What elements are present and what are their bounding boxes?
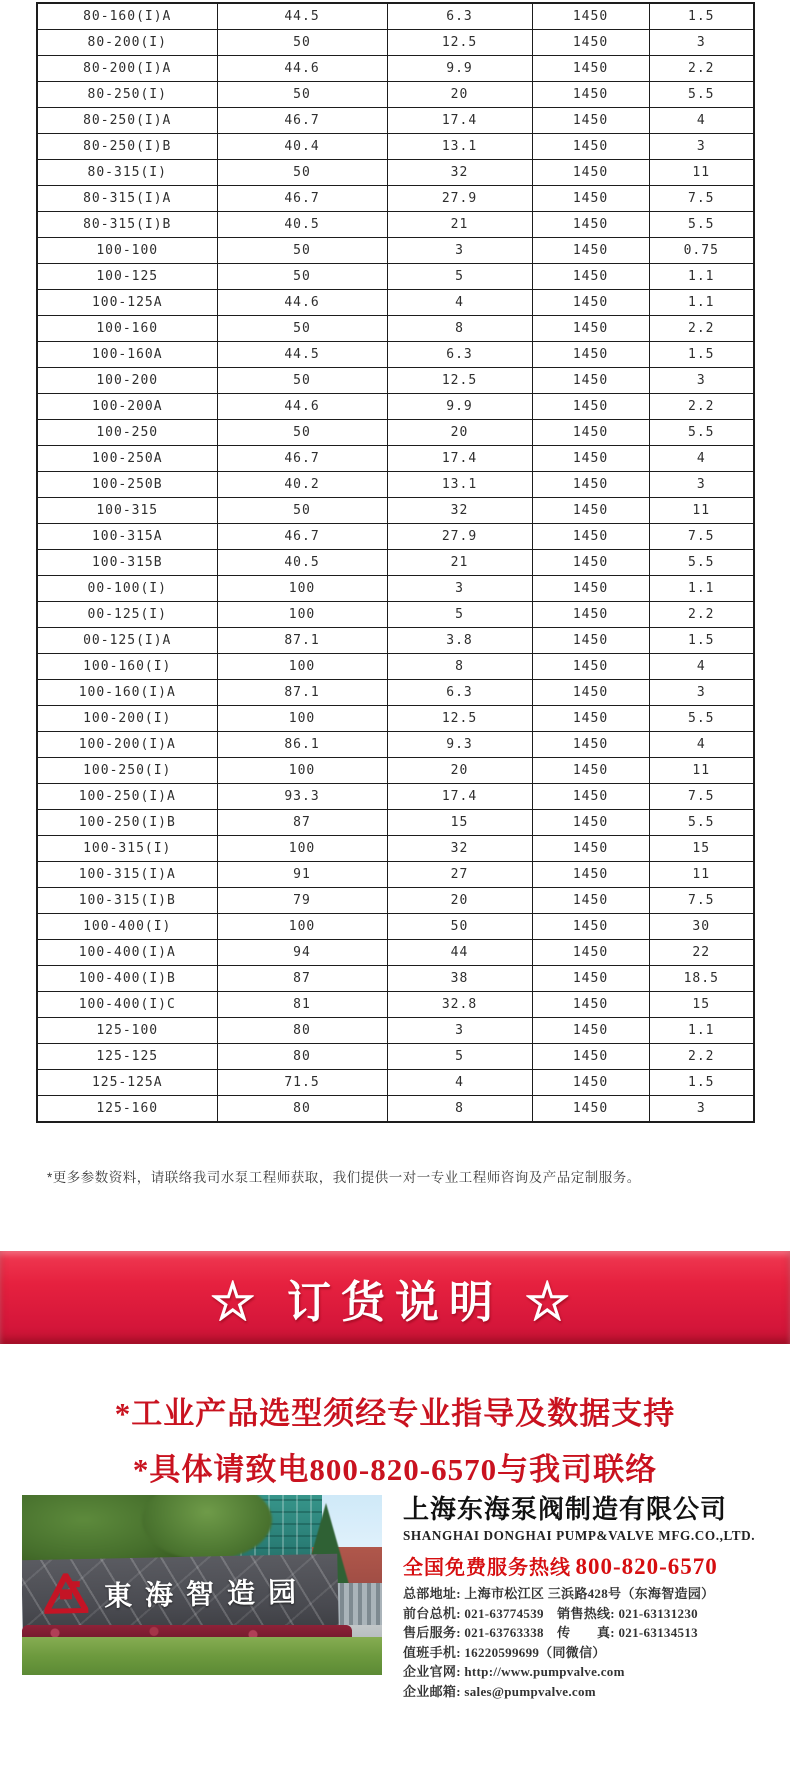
table-cell: 4	[387, 1070, 532, 1096]
table-row	[37, 784, 754, 810]
footer	[0, 1492, 790, 1722]
table-row	[37, 30, 754, 56]
table-cell: 100	[217, 576, 387, 602]
table-cell: 100-400(I)C	[37, 992, 217, 1018]
table-cell: 12.5	[387, 30, 532, 56]
table-cell: 1.5	[649, 1070, 754, 1096]
table-cell: 1450	[532, 1018, 649, 1044]
park-sign-text: 東海智造园	[103, 1576, 310, 1612]
table-cell: 11	[649, 758, 754, 784]
table-cell: 100-400(I)	[37, 914, 217, 940]
table-cell: 5	[387, 264, 532, 290]
table-row	[37, 446, 754, 472]
table-cell: 5	[387, 602, 532, 628]
table-cell: 20	[387, 420, 532, 446]
table-cell: 12.5	[387, 368, 532, 394]
table-cell: 100-400(I)B	[37, 966, 217, 992]
table-cell: 1450	[532, 368, 649, 394]
contact-line: 总部地址: 上海市松江区 三浜路428号（东海智造园）	[403, 1586, 715, 1601]
table-cell: 4	[649, 108, 754, 134]
table-cell: 100-125	[37, 264, 217, 290]
table-cell: 87	[217, 810, 387, 836]
table-cell: 27.9	[387, 186, 532, 212]
table-row	[37, 888, 754, 914]
table-row	[37, 108, 754, 134]
table-cell: 80-250(I)A	[37, 108, 217, 134]
table-cell: 100-200A	[37, 394, 217, 420]
table-cell: 1450	[532, 238, 649, 264]
table-row	[37, 914, 754, 940]
table-cell: 40.5	[217, 212, 387, 238]
table-cell: 44.6	[217, 394, 387, 420]
contact-line: 售后服务: 021-63763338 传 真: 021-63134513	[403, 1625, 698, 1640]
table-cell: 81	[217, 992, 387, 1018]
table-cell: 50	[217, 238, 387, 264]
table-row	[37, 706, 754, 732]
table-cell: 27.9	[387, 524, 532, 550]
table-cell: 00-100(I)	[37, 576, 217, 602]
table-cell: 100-125A	[37, 290, 217, 316]
table-cell: 1.5	[649, 628, 754, 654]
table-cell: 13.1	[387, 472, 532, 498]
table-cell: 27	[387, 862, 532, 888]
table-row	[37, 966, 754, 992]
table-cell: 100-160	[37, 316, 217, 342]
table-cell: 1450	[532, 836, 649, 862]
table-cell: 50	[217, 264, 387, 290]
table-row	[37, 992, 754, 1018]
table-cell: 1450	[532, 888, 649, 914]
table-cell: 100	[217, 602, 387, 628]
table-cell: 46.7	[217, 524, 387, 550]
table-cell: 1450	[532, 186, 649, 212]
table-cell: 3	[387, 1018, 532, 1044]
contact-line: 企业邮箱: sales@pumpvalve.com	[403, 1683, 596, 1699]
table-row	[37, 628, 754, 654]
table-row	[37, 732, 754, 758]
table-cell: 1450	[532, 160, 649, 186]
table-cell: 100-250(I)B	[37, 810, 217, 836]
table-row	[37, 238, 754, 264]
table-cell: 100-160(I)	[37, 654, 217, 680]
table-cell: 50	[217, 160, 387, 186]
table-cell: 71.5	[217, 1070, 387, 1096]
table-cell: 15	[387, 810, 532, 836]
table-cell: 100-250A	[37, 446, 217, 472]
table-row	[37, 758, 754, 784]
table-cell: 80	[217, 1018, 387, 1044]
table-cell: 1450	[532, 550, 649, 576]
table-cell: 1450	[532, 212, 649, 238]
table-cell: 125-125A	[37, 1070, 217, 1096]
table-cell: 100-315(I)	[37, 836, 217, 862]
table-cell: 6.3	[387, 3, 532, 30]
table-cell: 5.5	[649, 212, 754, 238]
table-row	[37, 940, 754, 966]
table-cell: 80-200(I)	[37, 30, 217, 56]
table-cell: 1450	[532, 264, 649, 290]
table-row	[37, 394, 754, 420]
table-row	[37, 810, 754, 836]
table-cell: 125-125	[37, 1044, 217, 1070]
table-cell: 50	[387, 914, 532, 940]
table-cell: 100	[217, 706, 387, 732]
table-cell: 100-200(I)A	[37, 732, 217, 758]
table-cell: 8	[387, 654, 532, 680]
table-footnote: *更多参数资料，请联络我司水泵工程师获取，我们提供一对一专业工程师咨询及产品定制服务。	[47, 1170, 641, 1185]
table-cell: 00-125(I)A	[37, 628, 217, 654]
table-cell: 1450	[532, 732, 649, 758]
table-cell: 2.2	[649, 602, 754, 628]
table-cell: 125-100	[37, 1018, 217, 1044]
table-cell: 1450	[532, 290, 649, 316]
table-cell: 50	[217, 30, 387, 56]
table-cell: 3	[387, 576, 532, 602]
table-cell: 44.5	[217, 3, 387, 30]
table-cell: 100-315(I)A	[37, 862, 217, 888]
table-cell: 21	[387, 212, 532, 238]
table-cell: 15	[649, 992, 754, 1018]
table-cell: 1450	[532, 758, 649, 784]
table-cell: 2.2	[649, 316, 754, 342]
table-cell: 50	[217, 368, 387, 394]
table-cell: 17.4	[387, 446, 532, 472]
table-cell: 17.4	[387, 108, 532, 134]
table-cell: 44.6	[217, 290, 387, 316]
table-cell: 7.5	[649, 186, 754, 212]
table-cell: 46.7	[217, 446, 387, 472]
table-cell: 80-250(I)B	[37, 134, 217, 160]
table-cell: 4	[649, 732, 754, 758]
table-cell: 2.2	[649, 56, 754, 82]
table-cell: 5.5	[649, 82, 754, 108]
table-cell: 1450	[532, 316, 649, 342]
table-cell: 1450	[532, 1070, 649, 1096]
table-cell: 1450	[532, 3, 649, 30]
table-cell: 1450	[532, 134, 649, 160]
table-cell: 1450	[532, 420, 649, 446]
table-cell: 1450	[532, 56, 649, 82]
table-row	[37, 82, 754, 108]
table-cell: 1450	[532, 680, 649, 706]
table-row	[37, 368, 754, 394]
table-cell: 100-200(I)	[37, 706, 217, 732]
table-cell: 125-160	[37, 1096, 217, 1123]
table-cell: 1450	[532, 628, 649, 654]
table-row	[37, 134, 754, 160]
table-cell: 11	[649, 498, 754, 524]
table-cell: 50	[217, 498, 387, 524]
table-cell: 100-315A	[37, 524, 217, 550]
stone-sign-wall	[22, 1554, 339, 1633]
table-cell: 13.1	[387, 134, 532, 160]
table-cell: 1450	[532, 1096, 649, 1123]
order-notes	[0, 1386, 790, 1498]
table-cell: 38	[387, 966, 532, 992]
table-cell: 100-400(I)A	[37, 940, 217, 966]
table-cell: 87.1	[217, 680, 387, 706]
contact-line: 企业官网: http://www.pumpvalve.com	[403, 1664, 625, 1679]
table-cell: 100	[217, 836, 387, 862]
table-row	[37, 576, 754, 602]
table-cell: 80-315(I)	[37, 160, 217, 186]
table-cell: 100-160(I)A	[37, 680, 217, 706]
table-cell: 3	[649, 134, 754, 160]
table-cell: 91	[217, 862, 387, 888]
table-cell: 1450	[532, 30, 649, 56]
table-cell: 11	[649, 160, 754, 186]
table-cell: 86.1	[217, 732, 387, 758]
table-cell: 50	[217, 82, 387, 108]
hotline-number[interactable]: 800-820-6570	[575, 1554, 718, 1579]
table-cell: 3	[649, 368, 754, 394]
table-cell: 3	[649, 30, 754, 56]
spec-table-body	[37, 3, 754, 1122]
table-cell: 100-200	[37, 368, 217, 394]
table-cell: 79	[217, 888, 387, 914]
table-cell: 30	[649, 914, 754, 940]
table-cell: 21	[387, 550, 532, 576]
table-cell: 4	[649, 654, 754, 680]
donghai-triangle-logo-icon	[44, 1573, 89, 1619]
table-cell: 18.5	[649, 966, 754, 992]
table-cell: 100-250B	[37, 472, 217, 498]
table-row	[37, 290, 754, 316]
table-row	[37, 498, 754, 524]
table-row	[37, 550, 754, 576]
order-info-banner	[0, 1251, 790, 1344]
table-cell: 9.9	[387, 56, 532, 82]
table-cell: 80-315(I)A	[37, 186, 217, 212]
order-note-line: *工业产品选型须经专业指导及数据支持	[114, 1396, 676, 1431]
table-cell: 44.5	[217, 342, 387, 368]
table-cell: 100-315	[37, 498, 217, 524]
table-row	[37, 56, 754, 82]
table-cell: 8	[387, 316, 532, 342]
order-note-line: *具体请致电800-820-6570与我司联络	[132, 1452, 658, 1487]
table-cell: 1450	[532, 498, 649, 524]
table-cell: 100-160A	[37, 342, 217, 368]
table-cell: 1.1	[649, 290, 754, 316]
table-row	[37, 862, 754, 888]
order-banner-title: ☆ 订货说明 ☆	[210, 1277, 580, 1327]
table-row	[37, 524, 754, 550]
table-cell: 1450	[532, 966, 649, 992]
hotline-label: 全国免费服务热线	[403, 1557, 571, 1579]
table-cell: 80-315(I)B	[37, 212, 217, 238]
table-cell: 1450	[532, 394, 649, 420]
table-cell: 20	[387, 758, 532, 784]
service-hotline	[403, 1551, 778, 1580]
table-cell: 100	[217, 914, 387, 940]
table-cell: 80	[217, 1044, 387, 1070]
table-cell: 3.8	[387, 628, 532, 654]
table-cell: 1450	[532, 810, 649, 836]
table-cell: 87.1	[217, 628, 387, 654]
table-cell: 3	[649, 680, 754, 706]
table-cell: 5.5	[649, 810, 754, 836]
table-cell: 1.1	[649, 264, 754, 290]
table-cell: 11	[649, 862, 754, 888]
table-cell: 9.3	[387, 732, 532, 758]
table-cell: 1450	[532, 862, 649, 888]
table-cell: 2.2	[649, 1044, 754, 1070]
table-cell: 8	[387, 1096, 532, 1123]
table-cell: 4	[649, 446, 754, 472]
table-cell: 1450	[532, 602, 649, 628]
table-cell: 1450	[532, 576, 649, 602]
pump-spec-table	[36, 2, 755, 1123]
table-row	[37, 472, 754, 498]
table-row	[37, 1096, 754, 1123]
table-cell: 1450	[532, 446, 649, 472]
table-cell: 1.1	[649, 576, 754, 602]
table-cell: 1450	[532, 706, 649, 732]
table-cell: 80-200(I)A	[37, 56, 217, 82]
table-cell: 1450	[532, 992, 649, 1018]
lawn	[22, 1637, 382, 1675]
table-cell: 80-160(I)A	[37, 3, 217, 30]
table-cell: 40.2	[217, 472, 387, 498]
table-row	[37, 342, 754, 368]
table-cell: 15	[649, 836, 754, 862]
table-row	[37, 316, 754, 342]
table-cell: 20	[387, 888, 532, 914]
table-cell: 32.8	[387, 992, 532, 1018]
table-cell: 1450	[532, 784, 649, 810]
table-cell: 1.1	[649, 1018, 754, 1044]
contact-line: 值班手机: 16220599699（同微信）	[403, 1644, 606, 1660]
table-cell: 40.4	[217, 134, 387, 160]
table-row	[37, 420, 754, 446]
table-cell: 100-315B	[37, 550, 217, 576]
table-cell: 6.3	[387, 680, 532, 706]
table-row	[37, 186, 754, 212]
table-row	[37, 264, 754, 290]
table-cell: 1450	[532, 472, 649, 498]
table-row	[37, 1070, 754, 1096]
table-cell: 50	[217, 420, 387, 446]
company-name-cn: 上海东海泵阀制造有限公司	[403, 1494, 728, 1524]
table-cell: 1450	[532, 940, 649, 966]
table-cell: 1450	[532, 524, 649, 550]
table-cell: 94	[217, 940, 387, 966]
table-cell: 3	[649, 1096, 754, 1123]
table-cell: 3	[649, 472, 754, 498]
table-cell: 9.9	[387, 394, 532, 420]
table-cell: 7.5	[649, 888, 754, 914]
table-cell: 20	[387, 82, 532, 108]
table-cell: 100	[217, 758, 387, 784]
table-cell: 3	[387, 238, 532, 264]
table-cell: 100-250(I)	[37, 758, 217, 784]
table-cell: 1450	[532, 82, 649, 108]
table-cell: 100-100	[37, 238, 217, 264]
table-cell: 50	[217, 316, 387, 342]
table-row	[37, 654, 754, 680]
table-cell: 1450	[532, 914, 649, 940]
contact-line: 前台总机: 021-63774539 销售热线: 021-63131230	[403, 1605, 698, 1621]
table-cell: 0.75	[649, 238, 754, 264]
table-cell: 1.5	[649, 342, 754, 368]
table-cell: 5	[387, 1044, 532, 1070]
table-cell: 40.5	[217, 550, 387, 576]
table-cell: 2.2	[649, 394, 754, 420]
table-cell: 32	[387, 836, 532, 862]
table-cell: 22	[649, 940, 754, 966]
company-name-en: SHANGHAI DONGHAI PUMP&VALVE MFG.CO.,LTD.	[403, 1528, 756, 1543]
table-row	[37, 602, 754, 628]
table-cell: 00-125(I)	[37, 602, 217, 628]
table-cell: 32	[387, 498, 532, 524]
company-info	[403, 1492, 778, 1701]
table-cell: 5.5	[649, 550, 754, 576]
table-cell: 44.6	[217, 56, 387, 82]
table-cell: 32	[387, 160, 532, 186]
table-cell: 93.3	[217, 784, 387, 810]
table-cell: 80	[217, 1096, 387, 1123]
table-cell: 1450	[532, 108, 649, 134]
table-cell: 87	[217, 966, 387, 992]
table-cell: 44	[387, 940, 532, 966]
table-cell: 100	[217, 654, 387, 680]
table-cell: 1450	[532, 1044, 649, 1070]
table-row	[37, 836, 754, 862]
table-cell: 100-315(I)B	[37, 888, 217, 914]
table-cell: 5.5	[649, 420, 754, 446]
table-cell: 46.7	[217, 186, 387, 212]
table-row	[37, 1044, 754, 1070]
contact-list	[403, 1584, 778, 1701]
table-row	[37, 1018, 754, 1044]
table-cell: 7.5	[649, 524, 754, 550]
table-row	[37, 680, 754, 706]
table-cell: 46.7	[217, 108, 387, 134]
table-cell: 1450	[532, 654, 649, 680]
table-row	[37, 160, 754, 186]
table-cell: 1450	[532, 342, 649, 368]
table-cell: 12.5	[387, 706, 532, 732]
table-cell: 80-250(I)	[37, 82, 217, 108]
table-cell: 100-250(I)A	[37, 784, 217, 810]
factory-photo	[22, 1495, 382, 1675]
table-cell: 17.4	[387, 784, 532, 810]
table-cell: 7.5	[649, 784, 754, 810]
table-row	[37, 212, 754, 238]
table-row	[37, 3, 754, 30]
table-cell: 5.5	[649, 706, 754, 732]
table-cell: 1.5	[649, 3, 754, 30]
table-cell: 100-250	[37, 420, 217, 446]
table-cell: 4	[387, 290, 532, 316]
table-cell: 6.3	[387, 342, 532, 368]
